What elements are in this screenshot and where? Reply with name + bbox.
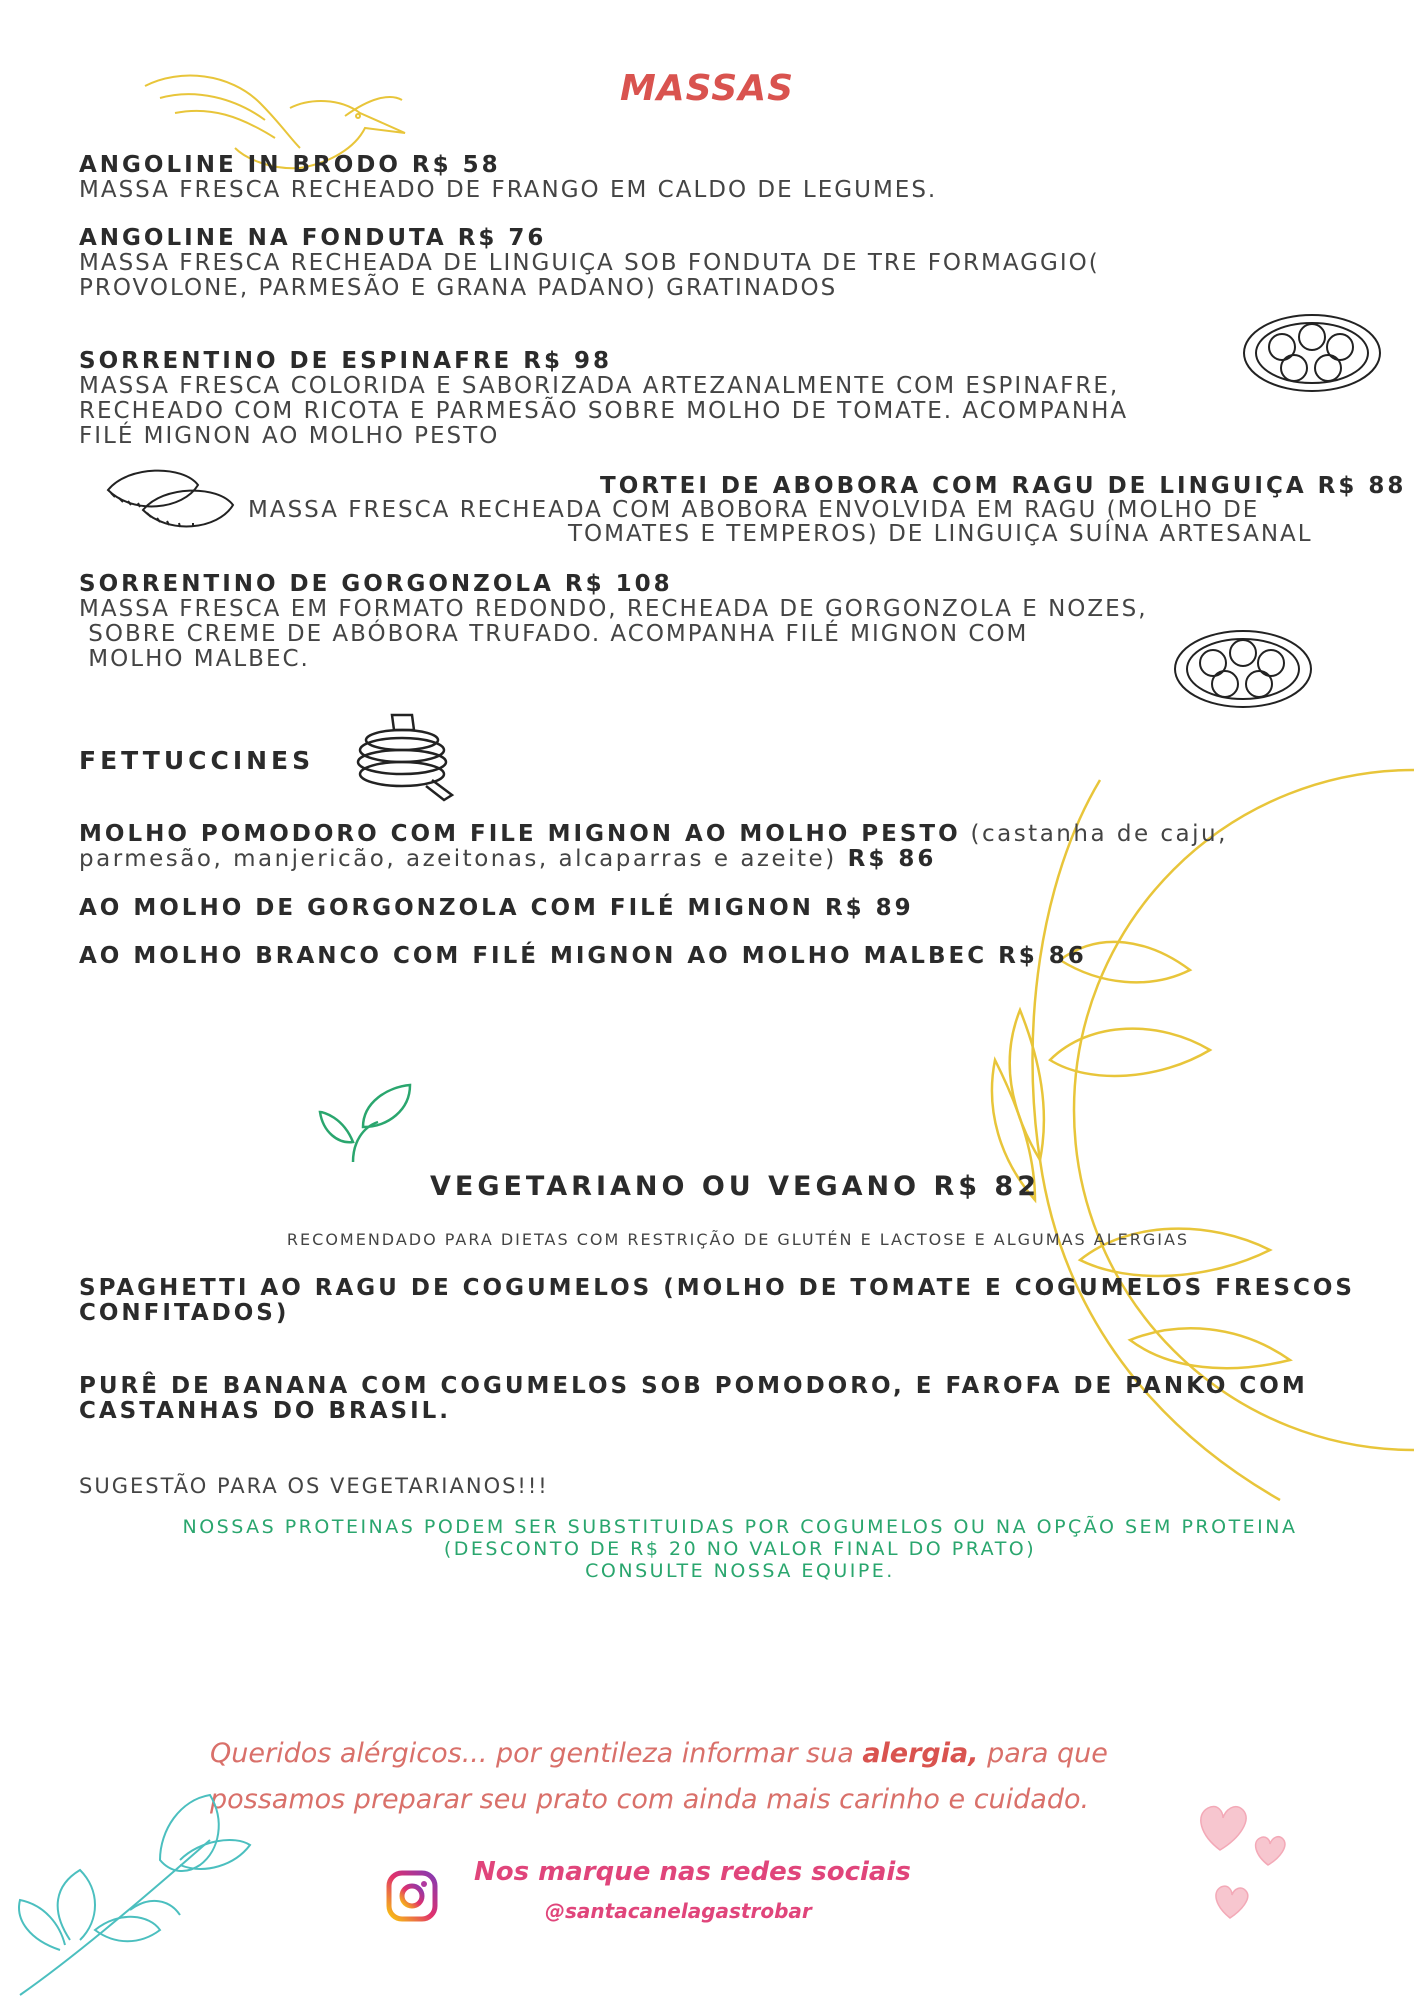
- protein-note: NOSSAS PROTEINAS PODEM SER SUBSTITUIDAS POR COGUMELOS OU NA OPÇÃO SEM PROTEINA (DESCONTO DE R$ 20 NO VALOR FINAL DO PRATO) CONSULTE NOSSA EQUIPE.: [182, 1516, 1298, 1582]
- magnolia-icon: [10, 1790, 270, 2000]
- page-title: MASSAS: [619, 68, 795, 109]
- dish-description: MASSA FRESCA COLORIDA E SABORIZADA ARTEZANALMENTE COM ESPINAFRE, RECHEADO COM RICOTA E PARMESÃO SOBRE MOLHO DE TOMATE. ACOMPANHA FILÉ MIGNON AO MOLHO PESTO: [79, 373, 1129, 449]
- fettuccine-item: parmesão, manjericão, azeitonas, alcaparras e azeite) R$ 86: [79, 846, 937, 872]
- dish-description: MASSA FRESCA RECHEADA COM ABOBORA ENVOLVIDA EM RAGU (MOLHO DE: [248, 497, 1260, 523]
- dish-description: MASSA FRESCA RECHEADA DE LINGUIÇA SOB FONDUTA DE TRE FORMAGGIO( PROVOLONE, PARMESÃO E GRANA PADANO) GRATINADOS: [79, 250, 1100, 301]
- section-subtitle: RECOMENDADO PARA DIETAS COM RESTRIÇÃO DE GLUTÉN E LACTOSE E ALGUMAS ALERGIAS: [286, 1230, 1190, 1249]
- section-heading: VEGETARIANO OU VEGANO R$ 82: [429, 1171, 1041, 1202]
- suggestion-text: SUGESTÃO PARA OS VEGETARIANOS!!!: [79, 1474, 549, 1498]
- dish-name: ANGOLINE IN BRODO R$ 58: [79, 152, 501, 178]
- leaf-icon: [318, 1082, 413, 1167]
- section-heading: FETTUCCINES: [79, 746, 315, 775]
- fettuccine-item: MOLHO POMODORO COM FILE MIGNON AO MOLHO PESTO (castanha de caju,: [79, 821, 1228, 847]
- pastry-icon: [103, 465, 238, 545]
- fettuccine-item: AO MOLHO BRANCO COM FILÉ MIGNON AO MOLHO MALBEC R$ 86: [79, 943, 1087, 969]
- dish-name: ANGOLINE NA FONDUTA R$ 76: [79, 225, 547, 251]
- vegetarian-item: SPAGHETTI AO RAGU DE COGUMELOS (MOLHO DE TOMATE E COGUMELOS FRESCOS CONFITADOS): [79, 1275, 1355, 1326]
- dish-name: SORRENTINO DE GORGONZOLA R$ 108: [79, 571, 673, 597]
- allergy-note: Queridos alérgicos... por gentileza informar sua alergia, para que: [210, 1738, 1108, 1769]
- dish-description: MASSA FRESCA RECHEADO DE FRANGO EM CALDO DE LEGUMES.: [79, 177, 938, 203]
- hearts-icon: [1190, 1790, 1300, 1935]
- instagram-icon: [386, 1870, 438, 1922]
- dish-description: TOMATES E TEMPEROS) DE LINGUIÇA SUÍNA ARTESANAL: [568, 521, 1313, 547]
- dish-name: SORRENTINO DE ESPINAFRE R$ 98: [79, 348, 612, 374]
- plate-icon: [1173, 628, 1313, 710]
- vegetarian-item: PURÊ DE BANANA COM COGUMELOS SOB POMODORO, E FAROFA DE PANKO COM CASTANHAS DO BRASIL.: [79, 1373, 1308, 1424]
- social-tagline: Nos marque nas redes sociais: [474, 1857, 911, 1887]
- dish-name: TORTEI DE ABOBORA COM RAGU DE LINGUIÇA R$ 88: [600, 473, 1407, 499]
- dish-description: MASSA FRESCA EM FORMATO REDONDO, RECHEADA DE GORGONZOLA E NOZES, SOBRE CREME DE ABÓBORA TRUFADO. ACOMPANHA FILÉ MIGNON COM MOLHO MALBEC.: [79, 596, 1148, 672]
- fettuccine-icon: [352, 710, 462, 800]
- social-handle[interactable]: @santacanelagastrobar: [545, 1899, 812, 1923]
- allergy-note: possamos preparar seu prato com ainda mais carinho e cuidado.: [210, 1784, 1090, 1815]
- plate-icon: [1242, 312, 1382, 394]
- fettuccine-item: AO MOLHO DE GORGONZOLA COM FILÉ MIGNON R$ 89: [79, 895, 914, 921]
